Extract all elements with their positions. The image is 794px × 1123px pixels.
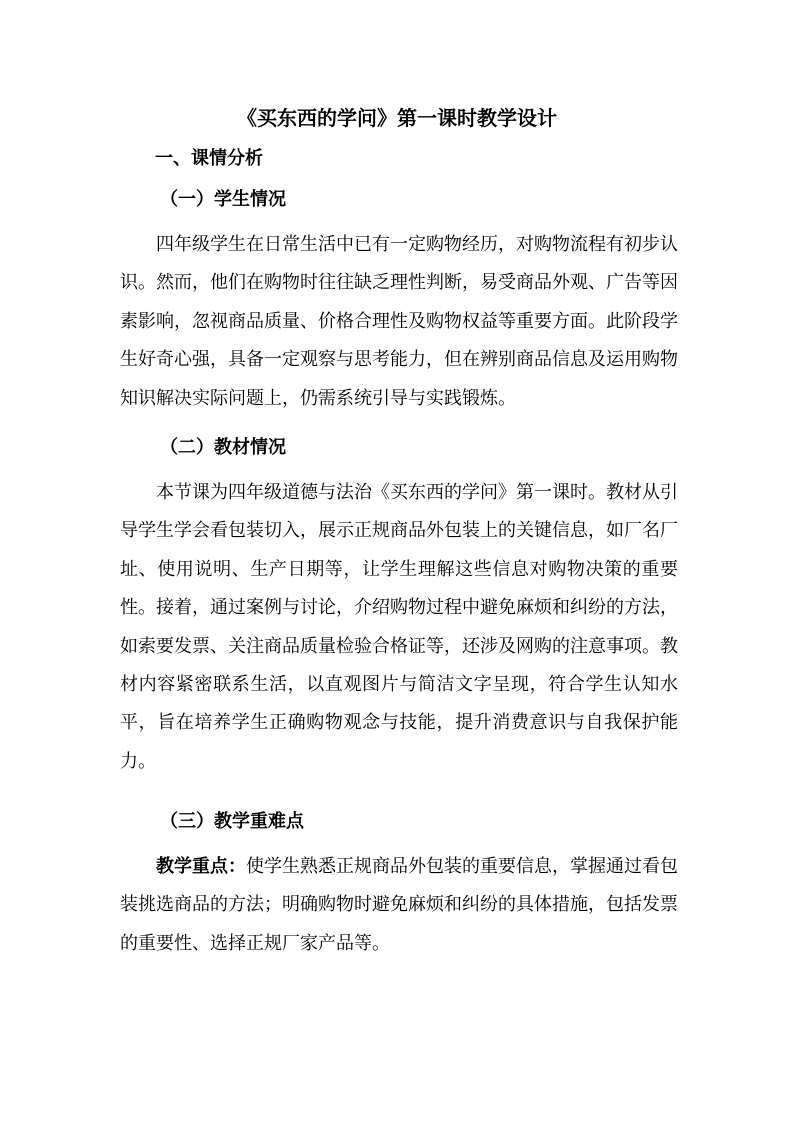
subsection-heading-students: （一）学生情况 xyxy=(160,189,286,210)
paragraph-textbook: 本节课为四年级道德与法治《买东西的学问》第一课时。教材从引导学生学会看包装切入，展示正规商品外包装上的关键信息，如厂名厂址、使用说明、生产日期等，让学生理解这些信息对购物决策的重要性。接着，通过案例与讨论，介绍购物过程中避免麻烦和纠纷的方法，如索要发票、关注商品质量检验合格证等，还涉及网购的注意事项。教材内容紧密联系生活，以直观图片与简洁文字呈现，符合学生认知水平，旨在培养学生正确购物观念与技能，提升消费意识与自我保护能力。 xyxy=(120,482,678,772)
key-points-text: 使学生熟悉正规商品外包装的重要信息，掌握通过看包装挑选商品的方法；明确购物时避免麻烦和纠纷的具体措施，包括发票的重要性、选择正规厂家产品等。 xyxy=(120,856,678,954)
section-heading-course-analysis: 一、课情分析 xyxy=(155,148,263,169)
subsection-heading-textbook: （二）教材情况 xyxy=(160,437,286,458)
subsection-heading-key-points: （三）教学重难点 xyxy=(160,811,304,832)
key-points-label: 教学重点： xyxy=(156,856,246,877)
paragraph-key-points xyxy=(120,848,678,963)
paragraph-students: 四年级学生在日常生活中已有一定购物经历，对购物流程有初步认识。然而，他们在购物时往往缺乏理性判断，易受商品外观、广告等因素影响，忽视商品质量、价格合理性及购物权益等重要方面。此阶段学生好奇心强，具备一定观察与思考能力，但在辨别商品信息及运用购物知识解决实际问题上，仍需系统引导与实践锻炼。 xyxy=(120,234,678,409)
document-title: 《买东西的学问》第一课时教学设计 xyxy=(237,106,557,130)
